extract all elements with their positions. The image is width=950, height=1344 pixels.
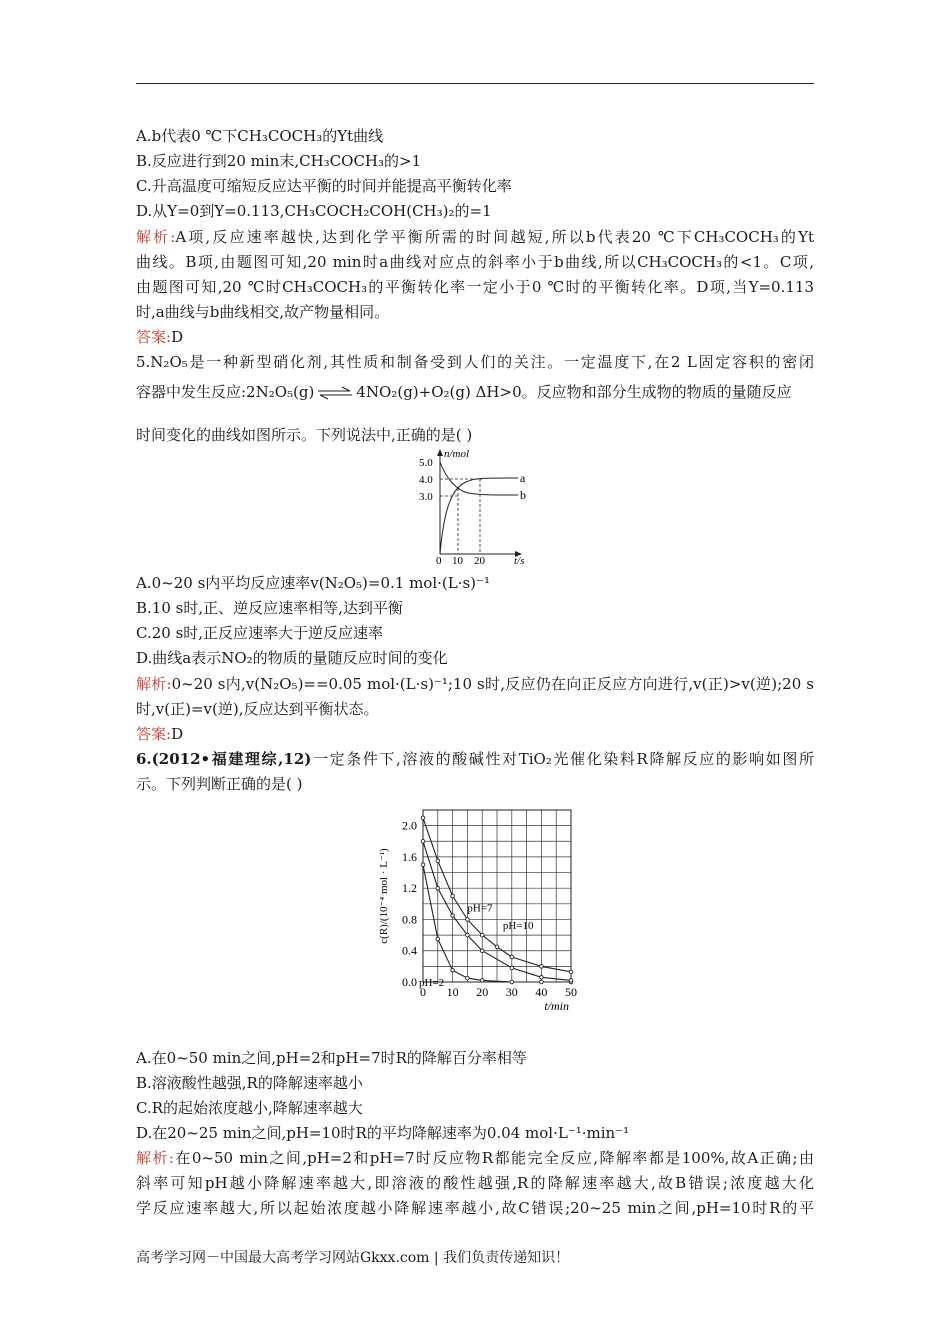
q4-analysis-line-1: 解析:A项,反应速率越快,达到化学平衡所需的时间越短,所以b代表20 ℃下CH₃COCH₃的Yt (136, 228, 814, 246)
data-point (466, 933, 470, 937)
q6-option-b: B.溶液酸性越强,R的降解速率越小 (136, 1074, 363, 1092)
reversible-arrow-icon (316, 386, 354, 400)
fig5-y-label: n/mol (444, 448, 470, 460)
data-point (480, 933, 484, 937)
q4-option-b: B.反应进行到20 min末,CH₃COCH₃的>1 (136, 152, 422, 170)
data-point (540, 965, 544, 969)
q5-stem-line-1: 5.N₂O₅是一种新型硝化剂,其性质和制备受到人们的关注。一定温度下,在2 L固定容积的密闭 (136, 353, 814, 371)
answer-label: 答案: (136, 328, 172, 346)
data-point (569, 979, 573, 983)
q6-option-d: D.在20~25 min之间,pH=10时R的平均降解速率为0.04 mol·L⁻¹·min⁻¹ (136, 1124, 630, 1142)
fig5-y-tick-5: 5.0 (419, 457, 433, 469)
data-point (540, 976, 544, 980)
q4-option-c: C.升高温度可缩短反应达平衡的时间并能提高平衡转化率 (136, 177, 512, 195)
x-axis-label: t/min (544, 999, 569, 1013)
q4-answer: 答案:D (136, 328, 184, 346)
y-tick-label: 0.4 (402, 943, 417, 958)
data-point (436, 859, 440, 863)
fig5-x-label: t/s (514, 555, 525, 566)
analysis-label: 解析: (136, 675, 172, 693)
y-tick-label: 2.0 (402, 818, 417, 833)
curve-a (440, 478, 518, 554)
data-point (466, 976, 470, 980)
q6-option-c: C.R的起始浓度越小,降解速率越大 (136, 1099, 363, 1117)
curve-b-label: b (520, 488, 526, 502)
data-point (421, 816, 425, 820)
y-tick-label: 1.2 (402, 881, 417, 896)
data-point (451, 894, 455, 898)
curve-a-label: a (520, 471, 526, 485)
q6-option-a: A.在0~50 min之间,pH=2和pH=7时R的降解百分率相等 (136, 1049, 527, 1067)
q5-option-d: D.曲线a表示NO₂的物质的量随反应时间的变化 (136, 649, 448, 667)
x-tick-label: 40 (535, 985, 548, 999)
fig5-x-tick-0: 0 (436, 555, 442, 566)
y-arrow-icon (437, 449, 443, 456)
q4-analysis-line-2: 曲线。B项,由题图可知,20 min时a曲线对应点的斜率小于b曲线,所以CH₃COCH₃的<1。C项, (136, 253, 814, 271)
data-point (480, 979, 484, 983)
y-axis-label: c(R)/(10⁻⁴ mol · L⁻¹) (378, 848, 390, 944)
data-point (466, 918, 470, 922)
data-point (540, 980, 544, 984)
data-point (436, 937, 440, 941)
series-label-pH=7: pH=7 (467, 902, 493, 915)
q6-number: 6.(2012•福建理综,12) (136, 750, 312, 768)
x-tick-label: 0 (420, 985, 426, 999)
data-point (451, 914, 455, 918)
q4-analysis-line-3: 由题图可知,20 ℃时CH₃COCH₃的平衡转化率一定小于0 ℃时的平衡转化率。D项,当Y=0.113 (136, 278, 814, 296)
x-tick-label: 30 (505, 985, 518, 999)
q5-stem-line-3: 时间变化的曲线如图所示。下列说法中,正确的是( ) (136, 426, 473, 444)
q4-option-a: A.b代表0 ℃下CH₃COCH₃的Yt曲线 (136, 127, 384, 145)
q5-stem-line-2: 容器中发生反应:2N₂O₅(g) 4NO₂(g)+O₂(g) ΔH>0。反应物和部分生成物的物质的量随反应 (136, 383, 792, 401)
q6-stem-line-2: 示。下列判断正确的是( ) (136, 775, 303, 793)
q6-analysis-line-1: 解析:在0~50 min之间,pH=2和pH=7时反应物R都能完全反应,降解率都是100%,故A正确;由 (136, 1149, 815, 1167)
data-point (510, 955, 514, 959)
fig5-y-tick-3: 3.0 (419, 491, 433, 503)
q6-stem-line-1: 6.(2012•福建理综,12)一定条件下,溶液的酸碱性对TiO₂光催化染料R降解反应的影响如图所 (136, 750, 814, 768)
analysis-label: 解析: (136, 228, 176, 246)
y-tick-label: 0.0 (402, 975, 417, 989)
x-tick-label: 50 (565, 985, 577, 999)
q5-analysis-line-2: 时,v(正)=v(逆),反应达到平衡状态。 (136, 700, 379, 718)
data-point (510, 980, 514, 984)
q5-option-a: A.0~20 s内平均反应速率v(N₂O₅)=0.1 mol·(L·s)⁻¹ (136, 574, 490, 592)
data-point (569, 970, 573, 974)
data-point (421, 839, 425, 843)
q5-option-c: C.20 s时,正反应速率大于逆反应速率 (136, 624, 384, 642)
y-tick-label: 1.6 (402, 849, 417, 864)
fig5-y-tick-4: 4.0 (419, 474, 433, 486)
x-tick-label: 20 (476, 985, 489, 999)
figure-n-vs-t (410, 448, 540, 566)
data-point (510, 966, 514, 970)
data-point (495, 945, 499, 949)
y-tick-label: 0.8 (402, 912, 417, 927)
figure-c-vs-t (365, 790, 595, 1030)
page-footer: 高考学习网－中国最大高考学习网站Gkxx.com | 我们负责传递知识！ (136, 1250, 570, 1266)
q4-option-d: D.从Y=0到Y=0.113,CH₃COCH₂COH(CH₃)₂的=1 (136, 202, 492, 220)
q5-analysis-line-1: 解析:0~20 s内,v(N₂O₅)==0.05 mol·(L·s)⁻¹;10 s时,反应仍在向正反应方向进行,v(正)>v(逆);20 s (136, 675, 814, 693)
q4-analysis-line-4: 时,a曲线与b曲线相交,故产物量相同。 (136, 303, 390, 321)
data-point (421, 863, 425, 867)
fig5-x-tick-20: 20 (474, 555, 485, 566)
series-label-pH=10: pH=10 (502, 919, 534, 932)
x-tick-label: 10 (446, 985, 459, 999)
q6-analysis-line-2: 斜率可知pH越小降解速率越大,即溶液的酸性越强,R的降解速率越大,故B错误;浓度越大化 (136, 1174, 814, 1192)
data-point (451, 968, 455, 972)
answer-label: 答案: (136, 725, 172, 743)
data-point (436, 886, 440, 890)
analysis-label: 解析: (136, 1149, 174, 1167)
header-rule (136, 83, 814, 84)
fig5-x-tick-10: 10 (452, 555, 463, 566)
q5-answer: 答案:D (136, 725, 184, 743)
series-label-pH=2: pH=2 (419, 977, 445, 989)
data-point (480, 949, 484, 953)
q6-analysis-line-3: 学反应速率越大,所以起始浓度越小降解速率越小,故C错误;20~25 min之间,pH=10时R的平 (136, 1199, 814, 1217)
q5-option-b: B.10 s时,正、逆反应速率相等,达到平衡 (136, 599, 403, 617)
